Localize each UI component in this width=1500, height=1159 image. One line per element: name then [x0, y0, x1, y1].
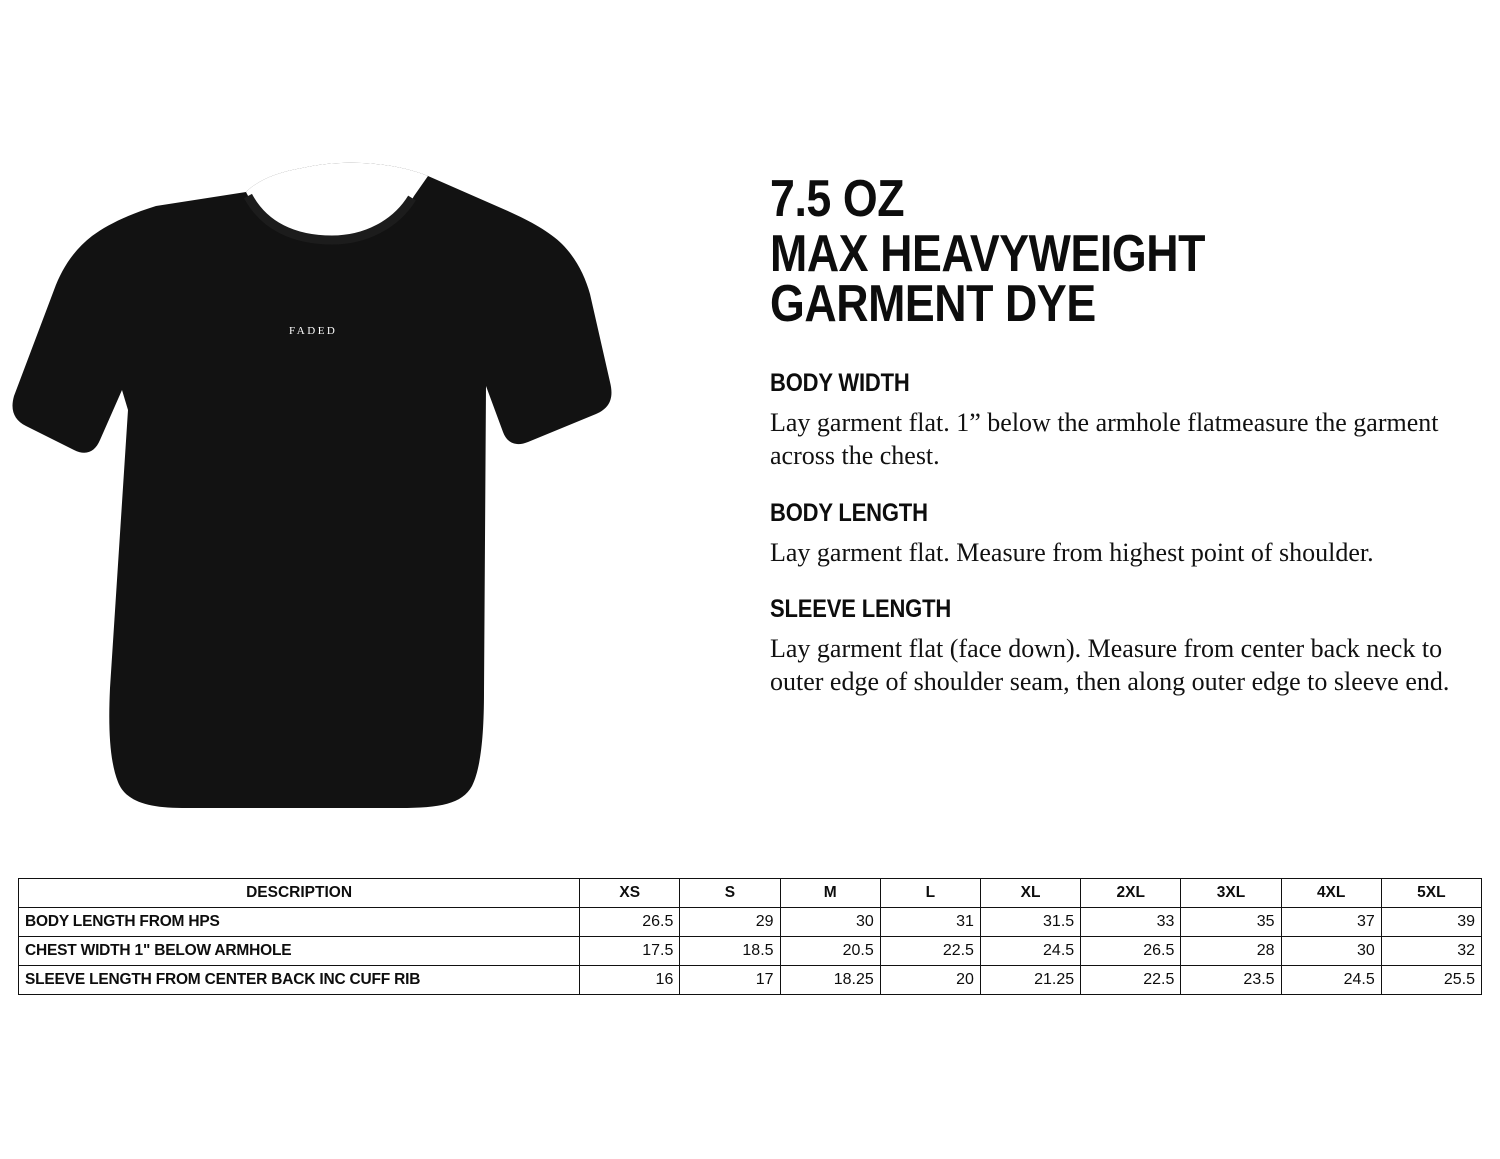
section-body: Lay garment flat. Measure from highest point of shoulder.	[770, 537, 1374, 567]
column-header-3xl: 3XL	[1181, 879, 1281, 908]
cell-value: 24.5	[980, 937, 1080, 966]
column-header-5xl: 5XL	[1381, 879, 1481, 908]
column-header-description: DESCRIPTION	[19, 879, 580, 908]
section-heading: BODY LENGTH	[770, 498, 928, 527]
cell-value: 28	[1181, 937, 1281, 966]
cell-value: 25.5	[1381, 966, 1481, 995]
tshirt-illustration	[10, 140, 670, 820]
measurement-section-sleeve-length	[770, 595, 1480, 699]
cell-value: 22.5	[1081, 966, 1181, 995]
page-title: MAX HEAVYWEIGHT GARMENT DYE	[770, 225, 1205, 333]
product-image	[0, 120, 700, 820]
column-header-4xl: 4XL	[1281, 879, 1381, 908]
cell-value: 30	[780, 908, 880, 937]
cell-value: 20.5	[780, 937, 880, 966]
column-header-xs: XS	[580, 879, 680, 908]
cell-value: 29	[680, 908, 780, 937]
cell-value: 20	[880, 966, 980, 995]
cell-value: 31	[880, 908, 980, 937]
cell-value: 32	[1381, 937, 1481, 966]
cell-value: 17.5	[580, 937, 680, 966]
cell-value: 26.5	[1081, 937, 1181, 966]
brand-tag-label: FADED	[289, 325, 338, 337]
cell-value: 16	[580, 966, 680, 995]
measurement-section-body-length	[770, 499, 1480, 569]
cell-value: 21.25	[980, 966, 1080, 995]
cell-value: 22.5	[880, 937, 980, 966]
row-label: CHEST WIDTH 1" BELOW ARMHOLE	[19, 937, 580, 966]
table-row	[19, 937, 1482, 966]
cell-value: 37	[1281, 908, 1381, 937]
section-body: Lay garment flat (face down). Measure from center back neck to outer edge of shoulder seam, then along outer edge to sleeve end.	[770, 633, 1450, 697]
cell-value: 17	[680, 966, 780, 995]
cell-value: 26.5	[580, 908, 680, 937]
cell-value: 18.25	[780, 966, 880, 995]
measurement-section-body-width	[770, 369, 1480, 473]
section-heading: BODY WIDTH	[770, 369, 910, 398]
section-heading: SLEEVE LENGTH	[770, 594, 952, 623]
cell-value: 24.5	[1281, 966, 1381, 995]
cell-value: 30	[1281, 937, 1381, 966]
table-row	[19, 966, 1482, 995]
table-header-row	[19, 879, 1482, 908]
column-header-xl: XL	[980, 879, 1080, 908]
row-label: BODY LENGTH FROM HPS	[19, 908, 580, 937]
column-header-m: M	[780, 879, 880, 908]
size-chart-table	[18, 878, 1482, 995]
size-chart-table-wrapper	[18, 878, 1482, 995]
cell-value: 23.5	[1181, 966, 1281, 995]
column-header-l: L	[880, 879, 980, 908]
cell-value: 31.5	[980, 908, 1080, 937]
product-info	[770, 170, 1480, 725]
cell-value: 35	[1181, 908, 1281, 937]
column-header-2xl: 2XL	[1081, 879, 1181, 908]
column-header-s: S	[680, 879, 780, 908]
row-label: SLEEVE LENGTH FROM CENTER BACK INC CUFF RIB	[19, 966, 580, 995]
cell-value: 18.5	[680, 937, 780, 966]
cell-value: 33	[1081, 908, 1181, 937]
cell-value: 39	[1381, 908, 1481, 937]
section-body: Lay garment flat. 1” below the armhole flatmeasure the garment across the chest.	[770, 408, 1439, 471]
product-weight: 7.5 OZ	[770, 170, 905, 228]
table-row	[19, 908, 1482, 937]
